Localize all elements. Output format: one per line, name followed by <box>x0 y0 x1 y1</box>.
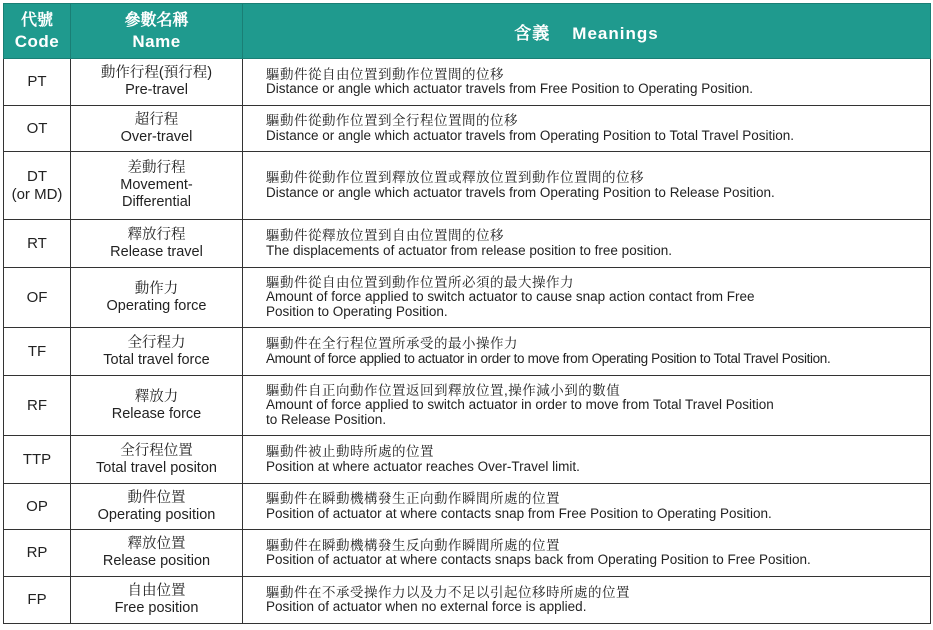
row-meaning-zh: 驅動件被止動時所處的位置 <box>266 444 434 459</box>
row-name <box>71 436 243 484</box>
row-meaning-en: Distance or angle which actuator travels from Operating Position to Release Position. <box>266 184 775 200</box>
row-meaning-zh: 驅動件從動作位置到釋放位置或釋放位置到動作位置間的位移 <box>266 170 644 185</box>
row-meaning-en: Amount of force applied to switch actuator in order to move from Total Travel Position to Release Position. <box>266 397 774 427</box>
header-name <box>71 4 243 59</box>
row-name <box>71 484 243 530</box>
row-meaning-zh: 驅動件在全行程位置所承受的最小操作力 <box>266 336 518 351</box>
row-meaning-en: The displacements of actuator from release position to free position. <box>266 242 672 258</box>
row-meaning <box>243 376 931 436</box>
row-name <box>71 328 243 376</box>
row-code: OP <box>4 484 71 530</box>
table-row <box>4 577 931 624</box>
row-code: RP <box>4 530 71 577</box>
row-meaning-zh: 驅動件從自由位置到動作位置所必須的最大操作力 <box>266 274 574 290</box>
row-meaning <box>243 328 931 376</box>
row-name-en: Release travel <box>110 243 203 260</box>
row-meaning-en: Amount of force applied to switch actuator to cause snap action contact from Free Position to Operating Position. <box>266 289 755 319</box>
row-name-zh: 全行程力 <box>127 334 186 351</box>
row-name-en: Total travel force <box>103 351 210 368</box>
table-row <box>4 376 931 436</box>
row-meaning <box>243 220 931 268</box>
row-meaning <box>243 577 931 624</box>
row-meaning-zh: 驅動件在不承受操作力以及力不足以引起位移時所處的位置 <box>266 584 630 600</box>
row-code: OF <box>4 268 71 328</box>
row-meaning <box>243 106 931 152</box>
table-header-row <box>4 4 931 59</box>
header-code <box>4 4 71 59</box>
table-row <box>4 328 931 376</box>
row-name <box>71 220 243 268</box>
row-name-zh: 釋放力 <box>134 388 179 405</box>
table-row <box>4 220 931 268</box>
row-name <box>71 106 243 152</box>
row-name-zh: 全行程位置 <box>120 442 193 459</box>
row-code: RT <box>4 220 71 268</box>
row-meaning <box>243 152 931 220</box>
row-name <box>71 376 243 436</box>
row-meaning <box>243 268 931 328</box>
row-name <box>71 577 243 624</box>
row-meaning-zh: 驅動件在瞬動機構發生反向動作瞬間所處的位置 <box>266 537 560 553</box>
row-meaning-zh: 驅動件從釋放位置到自由位置間的位移 <box>266 228 504 243</box>
table-row <box>4 152 931 220</box>
header-name-en: Name <box>132 31 181 51</box>
row-name-en: Over-travel <box>120 128 193 145</box>
table-row <box>4 484 931 530</box>
row-code: TF <box>4 328 71 376</box>
table-row <box>4 436 931 484</box>
row-meaning <box>243 59 931 106</box>
table-row <box>4 59 931 106</box>
row-name <box>71 530 243 577</box>
row-name-zh: 釋放行程 <box>127 226 186 243</box>
row-meaning-en: Position of actuator when no external force is applied. <box>266 599 587 614</box>
header-meaning-zh: 含義 <box>514 23 551 43</box>
row-name-en: Release position <box>102 553 211 569</box>
row-name-en: Operating position <box>97 506 216 523</box>
row-meaning-en: Amount of force applied to actuator in order to move from Operating Position to Total Travel Position. <box>266 350 831 366</box>
row-name-en: Free position <box>114 600 199 616</box>
row-meaning-en: Distance or angle which actuator travels from Operating Position to Total Travel Position. <box>266 127 795 143</box>
table-row <box>4 530 931 577</box>
row-name <box>71 152 243 220</box>
row-name-zh: 動作行程(預行程) <box>100 65 213 81</box>
row-meaning-en: Position of actuator at where contacts snap from Free Position to Operating Position. <box>266 505 772 521</box>
table-row <box>4 268 931 328</box>
table-row <box>4 106 931 152</box>
header-meaning <box>243 4 931 59</box>
header-meaning-en: Meanings <box>572 23 659 43</box>
row-name-en: Release force <box>111 405 202 422</box>
row-code: RF <box>4 376 71 436</box>
row-name-zh: 動作力 <box>134 280 179 297</box>
row-name-zh: 釋放位置 <box>127 536 186 552</box>
row-meaning-zh: 驅動件從動作位置到全行程位置間的位移 <box>266 113 518 128</box>
row-meaning-en: Position of actuator at where contacts snaps back from Operating Position to Free Position. <box>266 552 811 567</box>
row-code: FP <box>4 577 71 624</box>
row-name-en: Movement- Differential <box>120 177 193 210</box>
row-code: TTP <box>4 436 71 484</box>
row-name <box>71 59 243 106</box>
row-name-zh: 超行程 <box>134 111 179 128</box>
row-meaning-zh: 驅動件自正向動作位置返回到釋放位置,操作減小到的數值 <box>266 382 621 398</box>
row-name-en: Total travel positon <box>96 459 217 476</box>
row-name <box>71 268 243 328</box>
row-name-en: Pre-travel <box>125 82 188 98</box>
header-name-zh: 參數名稱 <box>124 11 189 29</box>
header-code-zh: 代號 <box>20 11 53 29</box>
row-meaning-zh: 驅動件從自由位置到動作位置間的位移 <box>266 66 504 82</box>
row-code: OT <box>4 106 71 152</box>
row-meaning <box>243 436 931 484</box>
row-code: DT (or MD) <box>4 152 71 220</box>
row-meaning-en: Distance or angle which actuator travels from Free Position to Operating Position. <box>266 81 753 96</box>
parameter-table-container <box>3 3 930 624</box>
row-name-zh: 差動行程 <box>127 160 186 176</box>
parameter-table <box>3 3 931 624</box>
row-name-zh: 動件位置 <box>127 489 186 506</box>
row-code: PT <box>4 59 71 106</box>
row-name-en: Operating force <box>106 297 207 314</box>
row-meaning <box>243 484 931 530</box>
row-meaning <box>243 530 931 577</box>
row-name-zh: 自由位置 <box>127 583 186 599</box>
row-meaning-en: Position at where actuator reaches Over-Travel limit. <box>266 458 580 474</box>
header-code-en: Code <box>14 31 60 51</box>
row-meaning-zh: 驅動件在瞬動機構發生正向動作瞬間所處的位置 <box>266 491 560 506</box>
